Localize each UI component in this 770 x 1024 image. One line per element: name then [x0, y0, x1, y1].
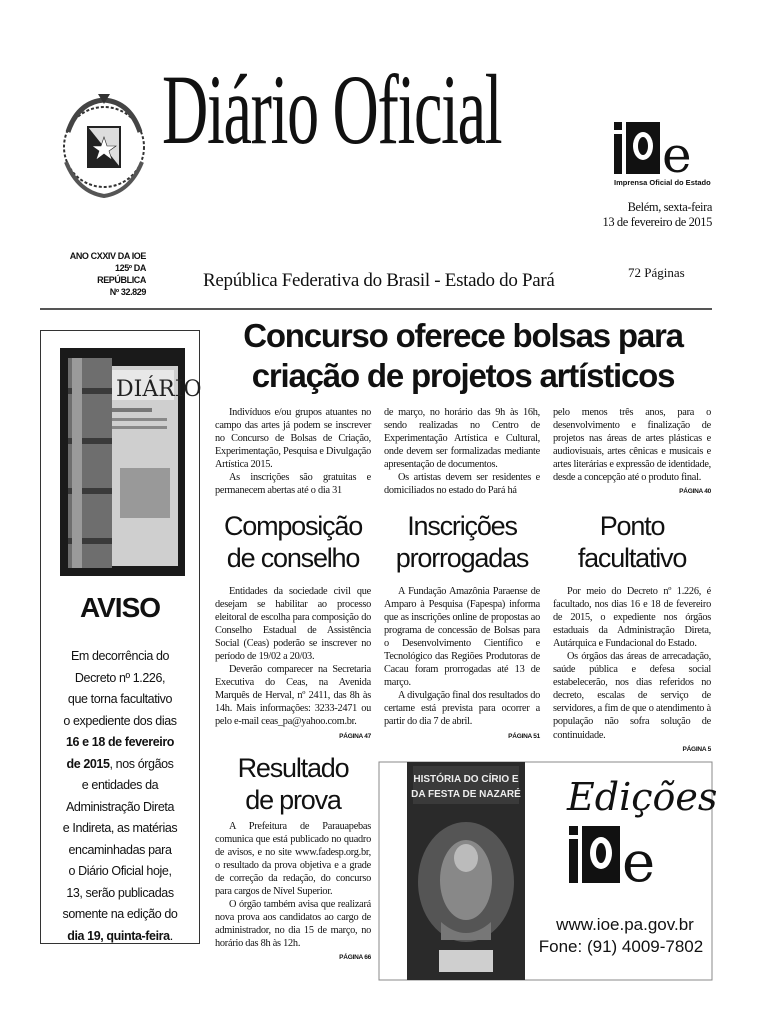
conselho-paragraph: Entidades da sociedade civil que desejam se habilitar ao processo eleitoral de escolha para composição do Conselho Estadual de Assistência Social (Ceas) poderão se inscrever no período de 19/02 a 20/03. — [215, 586, 371, 663]
aviso-line: o expediente dos dias — [63, 713, 177, 728]
ponto-page-ref: PÁGINA 5 — [682, 745, 711, 753]
svg-text:e: e — [662, 126, 692, 184]
lead-paragraph: Os artistas devem ser residentes e domiciliados no estado do Pará há — [384, 472, 540, 497]
aviso-line: que torna facultativo — [67, 692, 173, 706]
lead-column-3 — [553, 406, 711, 498]
ponto-paragraph: Os órgãos das áreas de arrecadação, saúde pública e defesa social estabelecerão, nos dias referidos no decreto, escalas de serviço de servidores, a fim de que o atendimento à população não sofra solução de continuidade. — [553, 651, 711, 741]
conselho-headline-line2: de conselho — [226, 543, 360, 573]
ponto-paragraph: Por meio do Decreto nº 1.226, é facultado, nos dias 16 e 18 de fevereiro de 2015, o expediente nos órgãos estaduais da Administração Direta, Autárquica e Fundacional do Estado. — [553, 586, 711, 650]
lead-headline-line2: criação de projetos artísticos — [251, 357, 675, 394]
edicoes-script: Edições — [567, 775, 718, 819]
aviso-line: Administração Direta — [65, 799, 175, 814]
aviso-dates: 16 e 18 de fevereiro — [65, 735, 175, 749]
aviso-body — [56, 646, 184, 947]
resultado-headline — [215, 752, 371, 816]
ad-phone: Fone: (91) 4009-7802 — [538, 937, 704, 956]
conselho-body — [215, 585, 371, 743]
aviso-line — [56, 926, 184, 948]
lead-column-1 — [215, 406, 371, 497]
lead-paragraph: Indivíduos e/ou grupos atuantes no campo das artes já podem se inscrever no Concurso de Bolsas de Criação, Experimentação, Pesquisa e Divulgação Artística 2015. — [215, 407, 372, 471]
lead-column-2 — [384, 406, 540, 497]
lead-paragraph: As inscrições são gratuitas e permanecem abertas até o dia 31 — [215, 472, 371, 497]
aviso-text: , nos órgãos — [109, 756, 174, 771]
aviso-year: de 2015 — [66, 756, 110, 771]
resultado-paragraph: O órgão também avisa que realizará nova prova aos candidatos ao cargo de administrador, no dia 15 de março, no horário das 8h às 12h. — [215, 899, 371, 950]
lead-headline — [217, 316, 709, 396]
resultado-paragraph: A Prefeitura de Parauapebas comunica que está publicado no quadro de avisos, e no site www.fadesp.org.br, o resultado da prova objetiva e a grade de correção da redação, do concurso para cargos de Nível Superior. — [215, 821, 371, 898]
edition-republic: 125º DA REPÚBLICA — [97, 263, 146, 285]
edition-info — [66, 250, 146, 298]
page-count: 72 Páginas — [628, 265, 685, 280]
aviso-line: 13, serão publicadas — [66, 885, 174, 900]
inscricoes-headline-line1: Inscrições — [407, 511, 517, 541]
aviso-line — [56, 732, 184, 754]
lead-page-ref: PÁGINA 40 — [679, 488, 711, 496]
lead-paragraph: de março, no horário das 9h às 16h, sendo realizadas no Centro de Experimentação Artística e Cultural, onde devem ser formalizadas mediante apresentação de documentos. — [384, 407, 540, 471]
conselho-paragraph: Deverão comparecer na Secretaria Executiva do Ceas, na Avenida Marquês de Herval, nº 2411, das 8h às 14h. Mais informações: 3233-2471 ou pelo e-mail ceas_pa@yahoo.com.br. — [215, 664, 371, 728]
resultado-headline-line2: de prova — [245, 785, 341, 815]
aviso-new-date: dia 19, quinta-feira — [67, 928, 170, 943]
resultado-page-ref: PÁGINA 66 — [339, 954, 371, 962]
inscricoes-body — [384, 585, 540, 743]
inscricoes-headline — [384, 510, 540, 574]
edition-year: ANO CXXIV DA IOE — [69, 251, 146, 261]
ioe-tagline: Imprensa Oficial do Estado — [614, 178, 711, 187]
aviso-heading: AVISO — [79, 592, 161, 623]
photo-illustration — [60, 348, 202, 576]
aviso-line: e entidades da — [81, 778, 159, 792]
aviso-period: . — [169, 928, 173, 943]
republic-line: República Federativa do Brasil - Estado do Pará — [203, 270, 555, 291]
ponto-headline-line2: facultativo — [577, 543, 687, 573]
aviso-line — [56, 754, 184, 776]
conselho-page-ref: PÁGINA 47 — [339, 732, 371, 740]
conselho-headline — [215, 510, 371, 574]
inscricoes-paragraph: A divulgação final dos resultados do certame está prevista para ocorrer a partir do dia 7 de abril. — [384, 690, 540, 728]
resultado-body — [215, 820, 371, 965]
inscricoes-page-ref: PÁGINA 51 — [508, 732, 540, 740]
dateline — [600, 200, 712, 230]
ponto-headline — [553, 510, 711, 574]
inscricoes-paragraph: A Fundação Amazônia Paraense de Amparo à Pesquisa (Fapespa) informa que as inscrições online de propostas ao programa de concessão de Bolsas para o Desenvolvimento Científico e Tecnológico das Regiões Produtoras de Cacau foram prorrogadas até 13 de março. — [384, 586, 540, 689]
aviso-line: Decreto nº 1.226, — [74, 670, 166, 685]
newspaper-title: Diário Oficial — [162, 54, 502, 165]
inscricoes-headline-line2: prorrogadas — [395, 543, 529, 573]
state-coat-of-arms — [58, 92, 150, 202]
ponto-body — [553, 585, 711, 756]
svg-text:e: e — [622, 830, 656, 895]
ad-url: www.ioe.pa.gov.br — [556, 915, 694, 934]
aviso-line: o Diário Oficial hoje, — [68, 864, 172, 878]
photo-masthead-text: DIÁRIO — [116, 377, 202, 402]
newspaper-stack-photo — [60, 348, 202, 576]
lead-headline-line1: Concurso oferece bolsas para — [243, 317, 683, 354]
edicoes-ioe-advertisement — [379, 762, 718, 980]
aviso-line: encaminhadas para — [68, 842, 172, 857]
lead-paragraph: pelo menos três anos, para o desenvolvimento e finalização de projetos nas áreas de artes plásticas e audiovisuais, artes cênicas e musicais e artes literárias e expressão de identidade, desde a concepção até o produto final. — [553, 407, 711, 484]
book-title-line1: HISTÓRIA DO CÍRIO E — [413, 774, 519, 785]
ponto-headline-line1: Ponto — [599, 511, 665, 541]
book-title-line2: DA FESTA DE NAZARÉ — [411, 789, 521, 800]
conselho-headline-line1: Composição — [223, 511, 363, 541]
aviso-line: Em decorrência do — [70, 649, 170, 663]
aviso-line: e Indireta, as matérias — [62, 821, 178, 835]
masthead-rule — [40, 308, 712, 310]
dateline-weekday: Belém, sexta-feira — [627, 200, 712, 214]
resultado-headline-line1: Resultado — [237, 753, 349, 783]
dateline-date: 13 de fevereiro de 2015 — [602, 215, 712, 229]
aviso-line: somente na edição do — [62, 907, 178, 921]
edition-number: Nº 32.829 — [109, 287, 146, 297]
